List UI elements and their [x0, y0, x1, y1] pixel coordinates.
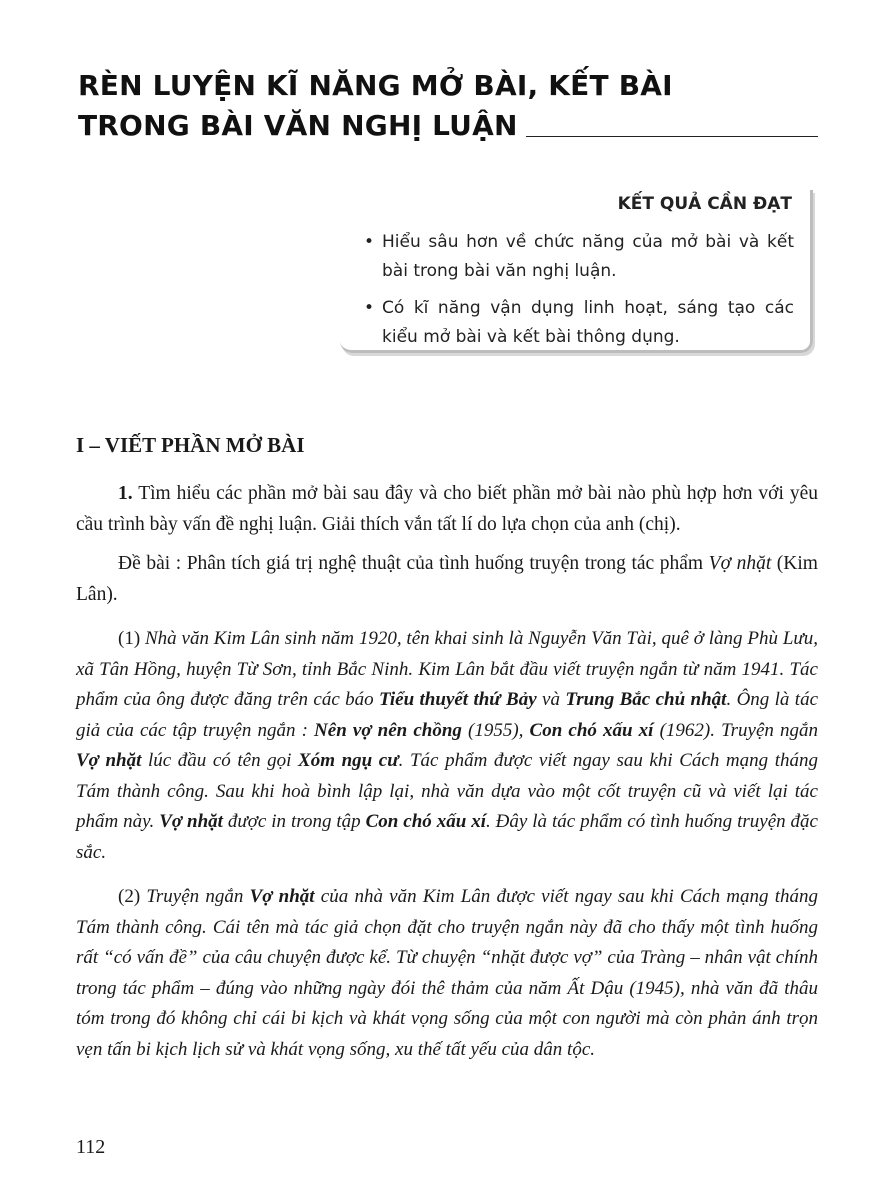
- example-1-text: Nhà văn Kim Lân sinh năm 1920, tên khai sinh là Nguyễn Văn Tài, quê ở làng Phù Lưu, xã Tân Hồng, huyện Từ Sơn, tỉnh Bắc Ninh. Kim Lân bắt đầu viết truyện ngắn từ năm 1941. Tác phẩm của ông được đăng trên các báo: [76, 628, 818, 710]
- prompt-work-title: Vợ nhặt: [708, 553, 772, 574]
- example-1-bold: Xóm ngụ cư: [298, 750, 399, 771]
- prompt-suffix: (Kim Lân).: [76, 553, 818, 605]
- example-1: [76, 624, 818, 868]
- example-1-number: (1): [118, 628, 141, 649]
- task-text: Tìm hiểu các phần mở bài sau đây và cho biết phần mở bài nào phù hợp hơn với yêu cầu trình bày vấn đề nghị luận. Giải thích vắn tất lí do lựa chọn của anh (chị).: [76, 483, 818, 535]
- example-1-bold: Con chó xấu xí: [365, 811, 486, 832]
- main-content: [76, 430, 818, 1073]
- example-1-text: . Đây là tác phẩm có tình huống truyện đặc sắc.: [76, 811, 818, 863]
- chapter-title-line1: RÈN LUYỆN KĨ NĂNG MỞ BÀI, KẾT BÀI: [78, 69, 673, 102]
- example-2-number: (2): [118, 886, 141, 907]
- example-1-text: (1955),: [461, 719, 530, 741]
- example-1-text: được in trong tập: [222, 811, 366, 832]
- example-1-bold: Con chó xấu xí: [529, 719, 654, 741]
- prompt-paragraph: [76, 548, 818, 610]
- example-1-text: . Tác phẩm được viết ngay sau khi Cách mạng tháng Tám thành công. Sau khi hoà bình lập lại, nhà văn dựa vào một cốt truyện cũ và viết lại tác phẩm này.: [76, 750, 819, 832]
- task-paragraph: [76, 478, 818, 540]
- example-1-bold: Trung Bắc chủ nhật: [565, 689, 727, 710]
- list-item: • Hiểu sâu hơn về chức năng của mở bài và kết bài trong bài văn nghị luận.: [364, 228, 794, 286]
- example-1-bold: Vợ nhặt: [76, 750, 142, 771]
- task-number: 1.: [118, 483, 133, 504]
- list-item: • Có kĩ năng vận dụng linh hoạt, sáng tạo các kiểu mở bài và kết bài thông dụng.: [364, 294, 794, 352]
- example-1-text: và: [536, 689, 566, 710]
- example-1-text: (1962). Truyện ngắn: [653, 719, 819, 741]
- example-1-bold: Vợ nhặt: [159, 811, 223, 832]
- example-1-bold: Nên vợ nên chồng: [314, 719, 462, 741]
- example-1-text: . Ông là tác giả của các tập truyện ngắn :: [76, 689, 819, 741]
- learning-outcomes-heading: KẾT QUẢ CẦN ĐẠT: [617, 194, 792, 214]
- title-rule: [526, 136, 818, 137]
- example-2: [76, 882, 818, 1065]
- example-2-bold: Vợ nhặt: [249, 886, 315, 907]
- example-2-text: Truyện ngắn: [140, 886, 250, 907]
- example-1-text: lúc đầu có tên gọi: [141, 750, 299, 771]
- learning-outcomes-box: [340, 190, 813, 353]
- example-1-bold: Tiểu thuyết thứ Bảy: [378, 689, 537, 710]
- example-2-text: của nhà văn Kim Lân được viết ngay sau khi Cách mạng tháng Tám thành công. Cái tên mà tác giả chọn đặt cho truyện ngắn này đã cho thấy một tình huống rất “có vấn đề” của câu chuyện được kể. Từ chuyện “nhặt được vợ” của Tràng – nhân vật chính trong tác phẩm – đúng vào những ngày đói thê thảm của năm Ất Dậu (1945), nhà văn đã thâu tóm trong đó không chỉ cái bi kịch và khát vọng sống của một con người mà còn phản ánh trọn vẹn tấn bi kịch lịch sử và khát vọng sống, xu thế tất yếu của dân tộc.: [76, 886, 819, 1060]
- chapter-title-line2: TRONG BÀI VĂN NGHỊ LUẬN: [78, 109, 518, 142]
- prompt-prefix: Đề bài : Phân tích giá trị nghệ thuật của tình huống truyện trong tác phẩm: [118, 553, 709, 574]
- chapter-title-line2-row: [78, 106, 818, 146]
- section-heading: I – VIẾT PHẦN MỞ BÀI: [76, 433, 305, 457]
- learning-outcomes-list: [364, 228, 794, 360]
- chapter-title: [78, 66, 818, 146]
- page-number: 112: [76, 1136, 106, 1158]
